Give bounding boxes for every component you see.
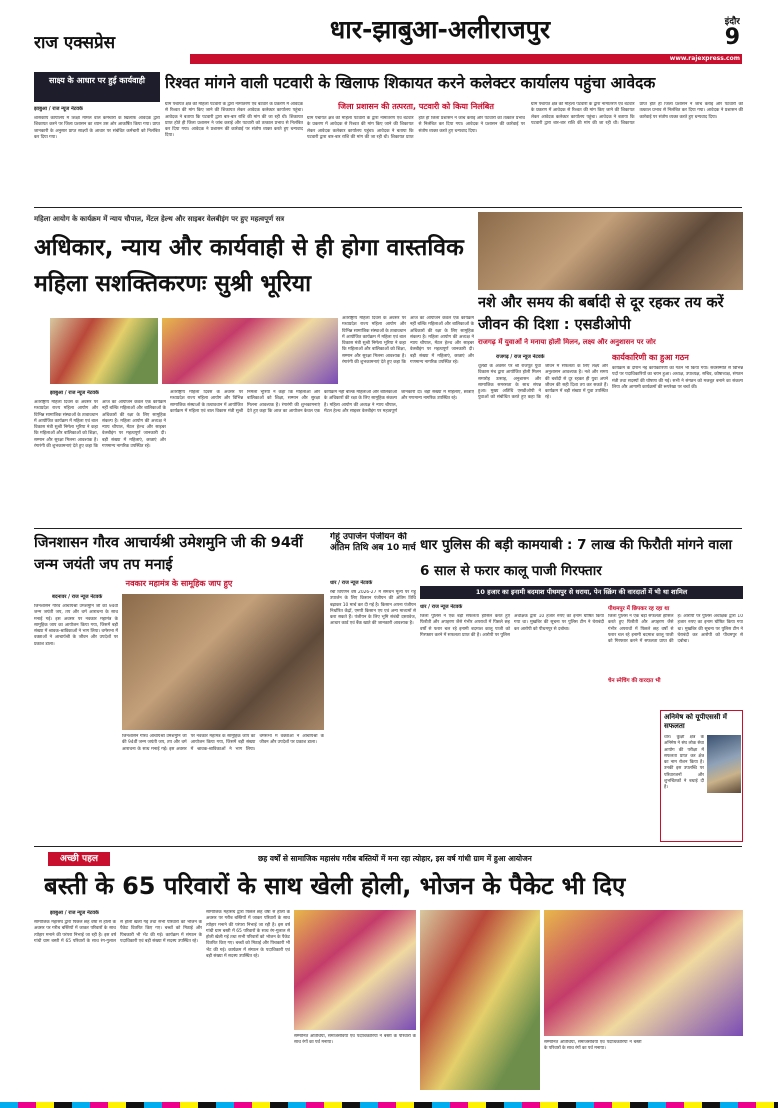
wheat-story [330,532,416,842]
holi-kicker: छह वर्षों से सामाजिक महासंघ गरीब बस्तियों में मना रहा त्योहार, इस वर्ष गांधी ग्राम में हुआ आयोजन [258,854,532,863]
holi-body-col-1: सामाजिक महासंघ द्वारा पिछले छह वर्षों से होली के अवसर पर गरीब बस्तियों में जाकर परिवारों के साथ त्योहार मनाने की परंपरा निभाई जा रही है। इस वर्ष गांधी ग्राम बस्ती में 65 परिवारों के साथ रंग-गुलाल से होली खेली गई तथा सभी परिवारों को भोजन के पैकेट वितरित किए गए। बच्चों को मिठाई और पिचकारी भी भेंट की गई। कार्यक्रम में संगठन के पदाधिकारी एवं बड़ी संख्या में सदस्य उपस्थित रहे। [34,920,202,944]
jain-photo [122,594,324,730]
police-headline: धार पुलिस की बड़ी कामयाबी : 7 लाख की फिरौती मांगने वाला 6 साल से फरार कालू पाजी गिरफ्तार [420,537,733,579]
women-body-col-3: अंतर्राष्ट्रीय महिला दिवस के अवसर पर मध्यप्रदेश राज्य महिला आयोग और विभिन्न सामाजिक संस्थाओं के तत्वावधान में आयोजित कार्यक्रम में महिला एवं बाल विकास मंत्री सुश्री निर्मला भूरिया ने कहा कि महिलाओं और बालिकाओं को शिक्षा, सम्मान और सुरक्षा मिलना आवश्यक है। रंगारंगी की शुभकामनाएं देते हुए कहा कि आज का आयोजन केवल एक कार्यक्रम नहीं बल्कि महिलाओं और बालिकाओं के अधिकारों की रक्षा के लिए सामूहिक संकल्प है। महिला आयोग की अध्यक्ष ने न्याय चौपाल, मेंटल हेल्थ और साइबर वेलबीइंग पर महत्वपूर्ण जानकारी दी। बड़ी संख्या में महिलाएं, छात्राएं और गणमान्य नागरिक उपस्थित रहे। [342,316,474,386]
success-title: अनिमेष को यूपीएससी में सफलता [664,713,727,730]
jain-body-col-1: जिनशासन गौरव आचार्यश्री उमेशमुनि जी की 94वीं जन्म जयंती जप, तप और धर्म आराधना के साथ मनाई गई। इस अवसर पर नवकार महामंत्र के सामूहिक जाप का आयोजन किया गया, जिसमें बड़ी संख्या में श्रावक-श्राविकाओं ने भाग लिया। धर्मसभा में वक्ताओं ने आचार्यश्री के जीवन और उपदेशों पर प्रकाश डाला। [34,604,118,647]
holi-caption-2: सम्मानित अतिथियों, समाजसेवियों एवं पदाधिकारियों ने बस्ती के परिवारों के साथ रंगों का पर्व मनाया। [544,1040,642,1052]
police-story [420,532,743,842]
holi-body-col-2: सामाजिक महासंघ द्वारा पिछले छह वर्षों से होली के अवसर पर गरीब बस्तियों में जाकर परिवारों के साथ त्योहार मनाने की परंपरा निभाई जा रही है। इस वर्ष गांधी ग्राम बस्ती में 65 परिवारों के साथ रंग-गुलाल से होली खेली गई तथा सभी परिवारों को भोजन के पैकेट वितरित किए गए। बच्चों को मिठाई और पिचकारी भी भेंट की गई। कार्यक्रम में संगठन के पदाधिकारी एवं बड़ी संख्या में सदस्य उपस्थित रहे। [206,910,290,960]
masthead-bar [34,54,742,64]
divider [34,528,742,529]
sdop-headline: नशे और समय की बर्बादी से दूर रहकर तय करें जीवन की दिशा : एसडीओपी [478,295,724,333]
holi-photo-3 [544,910,743,1036]
committee-body: कार्यक्रम के दौरान नई कार्यकारिणी का गठन भी किया गया। सर्वसम्मति से विभिन्न पदों पर पदाधिकारियों का चयन हुआ। अध्यक्ष, उपाध्यक्ष, सचिव, कोषाध्यक्ष, संगठन मंत्री तथा सदस्यों की घोषणा की गई। सभी ने संगठन को मजबूत बनाने का संकल्प लिया और आगामी कार्यक्रमों की रूपरेखा पर चर्चा की। [612,366,743,390]
brief-byline: झाबुआ / राज न्यूज नेटवर्क [34,106,83,112]
police-inline-head-2: चेन स्नेचिंग की वारदात भी [608,678,661,684]
jain-subhead: नवकार महामंत्र के सामूहिक जाप हुए [74,578,284,590]
lead-story [165,70,743,204]
jain-headline: जिनशासन गौरव आचार्यश्री उमेशमुनि जी की 94वीं जन्म जयंती जप तप मनाई [34,535,303,573]
women-photo-1 [50,318,158,384]
masthead [0,0,778,66]
holi-byline: झाबुआ / राज न्यूज नेटवर्क [50,910,99,916]
sdop-subhead: राजगढ़ में युवाओं ने मनाया होली मिलन, लक्ष्य और अनुशासन पर जोर [478,338,656,346]
section-title: धार-झाबुआ-अलीराजपुर [255,12,625,48]
success-body: धार। कुक्षी क्षेत्र के अनिमेष ने संघ लोक सेवा आयोग की परीक्षा में सफलता प्राप्त कर क्षेत्र का नाम रोशन किया है। उनकी इस उपलब्धि पर परिवारजनों और शुभचिंतकों ने बधाई दी है। [664,735,704,791]
brief-body: शासकीय कार्यालय में शिक्षा मामले वाले कर्मचारी के खिलाफ आवेदक द्वारा शिकायत करने पर जिला प्रशासन का ध्यान उस ओर आकर्षित किया गया। प्राप्त जानकारी के अनुसार प्राप्त साक्ष्यों के आधार पर संबंधित कर्मचारी को निलंबित कर दिया गया। [34,116,160,140]
sdop-photo [478,212,743,290]
police-subhead: 10 हजार का इनामी बदमाश पीथमपुर से धराया, पेन स्क्रिंग की वारदातों में भी था शामिल [420,586,743,599]
jain-byline: बदनावर / राज न्यूज नेटवर्क [52,594,103,600]
success-box [660,710,743,842]
sdop-story [478,212,743,524]
holi-photo-2 [420,910,540,1090]
lead-body-col-1: ग्राम पंचायत क्षेत्र की महिला पटवारी के द्वारा नामांतरण एवं बंटवारे के प्रकरण में आवेदक से रिश्वत की मांग किए जाने की शिकायत लेकर आवेदक कलेक्टर कार्यालय पहुंचा। आवेदक ने बताया कि पटवारी द्वारा बार-बार राशि की मांग की जा रही थी। शिकायत प्राप्त होते ही जिला प्रशासन ने जांच कराई और पटवारी को तत्काल प्रभाव से निलंबित कर दिया गया। आवेदक ने प्रशासन की कार्रवाई पर संतोष व्यक्त करते हुए धन्यवाद दिया। [165,102,303,139]
wheat-headline: गेहूं उपार्जन पंजीयन की अंतिम तिथि अब 10 मार्च [330,532,416,553]
women-body-col-1: अंतर्राष्ट्रीय महिला दिवस के अवसर पर मध्यप्रदेश राज्य महिला आयोग और विभिन्न सामाजिक संस्थाओं के तत्वावधान में आयोजित कार्यक्रम में महिला एवं बाल विकास मंत्री सुश्री निर्मला भूरिया ने कहा कि महिलाओं और बालिकाओं को शिक्षा, सम्मान और सुरक्षा मिलना आवश्यक है। रंगारंगी की शुभकामनाएं देते हुए कहा कि आज का आयोजन केवल एक कार्यक्रम नहीं बल्कि महिलाओं और बालिकाओं के अधिकारों की रक्षा के लिए सामूहिक संकल्प है। महिला आयोग की अध्यक्ष ने न्याय चौपाल, मेंटल हेल्थ और साइबर वेलबीइंग पर महत्वपूर्ण जानकारी दी। बड़ी संख्या में महिलाएं, छात्राएं और गणमान्य नागरिक उपस्थित रहे। [34,400,166,450]
registration-strip [0,1102,778,1108]
women-kicker: महिला आयोग के कार्यक्रम में न्याय चौपाल, मेंटल हेल्थ और साइबर वेलबीइंग पर हुए महत्वपूर्ण सत्र [34,215,285,223]
jain-body-col-2: जिनशासन गौरव आचार्यश्री उमेशमुनि जी की 94वीं जन्म जयंती जप, तप और धर्म आराधना के साथ मनाई गई। इस अवसर पर नवकार महामंत्र के सामूहिक जाप का आयोजन किया गया, जिसमें बड़ी संख्या में श्रावक-श्राविकाओं ने भाग लिया। धर्मसभा में वक्ताओं ने आचार्यश्री के जीवन और उपदेशों पर प्रकाश डाला। [122,734,324,752]
holi-label: अच्छी पहल [48,852,110,866]
sdop-byline: राजगढ़ / राज न्यूज नेटवर्क [496,354,545,360]
holi-headline: बस्ती के 65 परिवारों के साथ खेली होली, भोजन के पैकेट भी दिए [44,872,626,900]
website-link[interactable]: www.rajexpress.com [669,55,740,62]
divider [34,846,742,847]
women-body-col-2: अंतर्राष्ट्रीय महिला दिवस के अवसर पर मध्यप्रदेश राज्य महिला आयोग और विभिन्न सामाजिक संस्थाओं के तत्वावधान में आयोजित कार्यक्रम में महिला एवं बाल विकास मंत्री सुश्री निर्मला भूरिया ने कहा कि महिलाओं और बालिकाओं को शिक्षा, सम्मान और सुरक्षा मिलना आवश्यक है। रंगारंगी की शुभकामनाएं देते हुए कहा कि आज का आयोजन केवल एक कार्यक्रम नहीं बल्कि महिलाओं और बालिकाओं के अधिकारों की रक्षा के लिए सामूहिक संकल्प है। महिला आयोग की अध्यक्ष ने न्याय चौपाल, मेंटल हेल्थ और साइबर वेलबीइंग पर महत्वपूर्ण जानकारी दी। बड़ी संख्या में महिलाएं, छात्राएं और गणमान्य नागरिक उपस्थित रहे। [170,390,474,414]
holi-photo-1 [294,910,416,1030]
masthead-city: इंदौर [724,17,740,26]
brand-logo: राज एक्सप्रेस [34,33,116,52]
jain-story [34,532,324,842]
sdop-body: धूलेंडी के अवसर पर श्री राजपूत युवा विकास मंच द्वारा आयोजित होली मिलन समारोह उत्साह, अनुशासन और सामाजिक समरसता के साथ संपन्न हुआ। मुख्य अतिथि एसडीओपी ने युवाओं को संबोधित करते हुए कहा कि जीवन में सफलता के लिए लक्ष्य और अनुशासन आवश्यक है। नशे और समय की बर्बादी से दूर रहकर ही युवा अपने जीवन की सही दिशा तय कर सकते हैं। कार्यक्रम में बड़ी संख्या में युवा उपस्थित रहे। [478,364,608,401]
wheat-body: रबी विपणन वर्ष 2026-27 में समर्थन मूल्य पर गेहूं उपार्जन के लिए किसान पंजीयन की अंतिम तिथि बढ़ाकर 10 मार्च कर दी गई है। किसान अपना पंजीयन निर्धारित केंद्रों, एमपी किसान एप एवं अन्य माध्यमों से करा सकते हैं। पंजीयन के लिए भूमि संबंधी दस्तावेज, आधार कार्ड एवं बैंक खाते की जानकारी आवश्यक है। [330,590,416,627]
wheat-byline: धार / राज न्यूज नेटवर्क [330,580,373,586]
women-photo-2 [162,318,338,384]
police-body-col-2: जिला पुलिस ने एक बड़ी सफलता हासिल करते हुए फिरौती और अपहरण जैसे गंभीर अपराधों में पिछले छह वर्षों से फरार चल रहे इनामी बदमाश कालू पाजी को गिरफ्तार करने में सफलता प्राप्त की है। आरोपी पर पुलिस अधीक्षक द्वारा 10 हजार रुपए का इनाम घोषित किया गया था। मुखबिर की सूचना पर पुलिस टीम ने घेराबंदी कर आरोपी को पीथमपुर से दबोचा। [608,614,743,645]
police-body-col-1: जिला पुलिस ने एक बड़ी सफलता हासिल करते हुए फिरौती और अपहरण जैसे गंभीर अपराधों में पिछले छह वर्षों से फरार चल रहे इनामी बदमाश कालू पाजी को गिरफ्तार करने में सफलता प्राप्त की है। आरोपी पर पुलिस अधीक्षक द्वारा 10 हजार रुपए का इनाम घोषित किया गया था। मुखबिर की सूचना पर पुलिस टीम ने घेराबंदी कर आरोपी को पीथमपुर से दबोचा। [420,614,604,638]
lead-subhead: जिला प्रशासन की तत्परता, पटवारी को किया निलंबित [307,100,525,113]
police-byline: धार / राज न्यूज नेटवर्क [420,604,463,610]
divider [34,207,742,208]
holi-caption-1: सम्मानित अतिथियों, समाजसेवियों एवं पदाधिकारियों ने बस्ती के परिवारों के साथ रंगों का पर्व मनाया। [294,1034,416,1046]
brief-title: साक्ष्य के आधार पर हुई कार्यवाही [34,72,160,102]
police-inline-head-1: पीथमपुर में छिपकर रह रहा था [608,606,670,612]
committee-title: कार्यकारिणी का हुआ गठन [612,353,689,362]
brief-box [34,72,160,200]
women-headline: अधिकार, न्याय और कार्यवाही से ही होगा वास्तविक महिला सशक्तिकरणः सुश्री भूरिया [34,235,464,297]
holi-story [34,850,743,1100]
lead-body-col-3: ग्राम पंचायत क्षेत्र की महिला पटवारी के द्वारा नामांतरण एवं बंटवारे के प्रकरण में आवेदक से रिश्वत की मांग किए जाने की शिकायत लेकर आवेदक कलेक्टर कार्यालय पहुंचा। आवेदक ने बताया कि पटवारी द्वारा बार-बार राशि की मांग की जा रही थी। शिकायत प्राप्त होते ही जिला प्रशासन ने जांच कराई और पटवारी को तत्काल प्रभाव से निलंबित कर दिया गया। आवेदक ने प्रशासन की कार्रवाई पर संतोष व्यक्त करते हुए धन्यवाद दिया। [531,102,743,126]
committee-box [612,352,743,524]
page-number: 9 [724,25,740,50]
success-photo [707,735,741,793]
women-byline: झाबुआ / राज न्यूज नेटवर्क [50,390,99,396]
lead-body-col-2: ग्राम पंचायत क्षेत्र की महिला पटवारी के द्वारा नामांतरण एवं बंटवारे के प्रकरण में आवेदक से रिश्वत की मांग किए जाने की शिकायत लेकर आवेदक कलेक्टर कार्यालय पहुंचा। आवेदक ने बताया कि पटवारी द्वारा बार-बार राशि की मांग की जा रही थी। शिकायत प्राप्त होते ही जिला प्रशासन ने जांच कराई और पटवारी को तत्काल प्रभाव से निलंबित कर दिया गया। आवेदक ने प्रशासन की कार्रवाई पर संतोष व्यक्त करते हुए धन्यवाद दिया। [307,116,525,140]
lead-headline: रिश्वत मांगने वाली पटवारी के खिलाफ शिकायत करने कलेक्टर कार्यालय पहुंचा आवेदक [165,74,656,92]
women-story [34,212,474,524]
